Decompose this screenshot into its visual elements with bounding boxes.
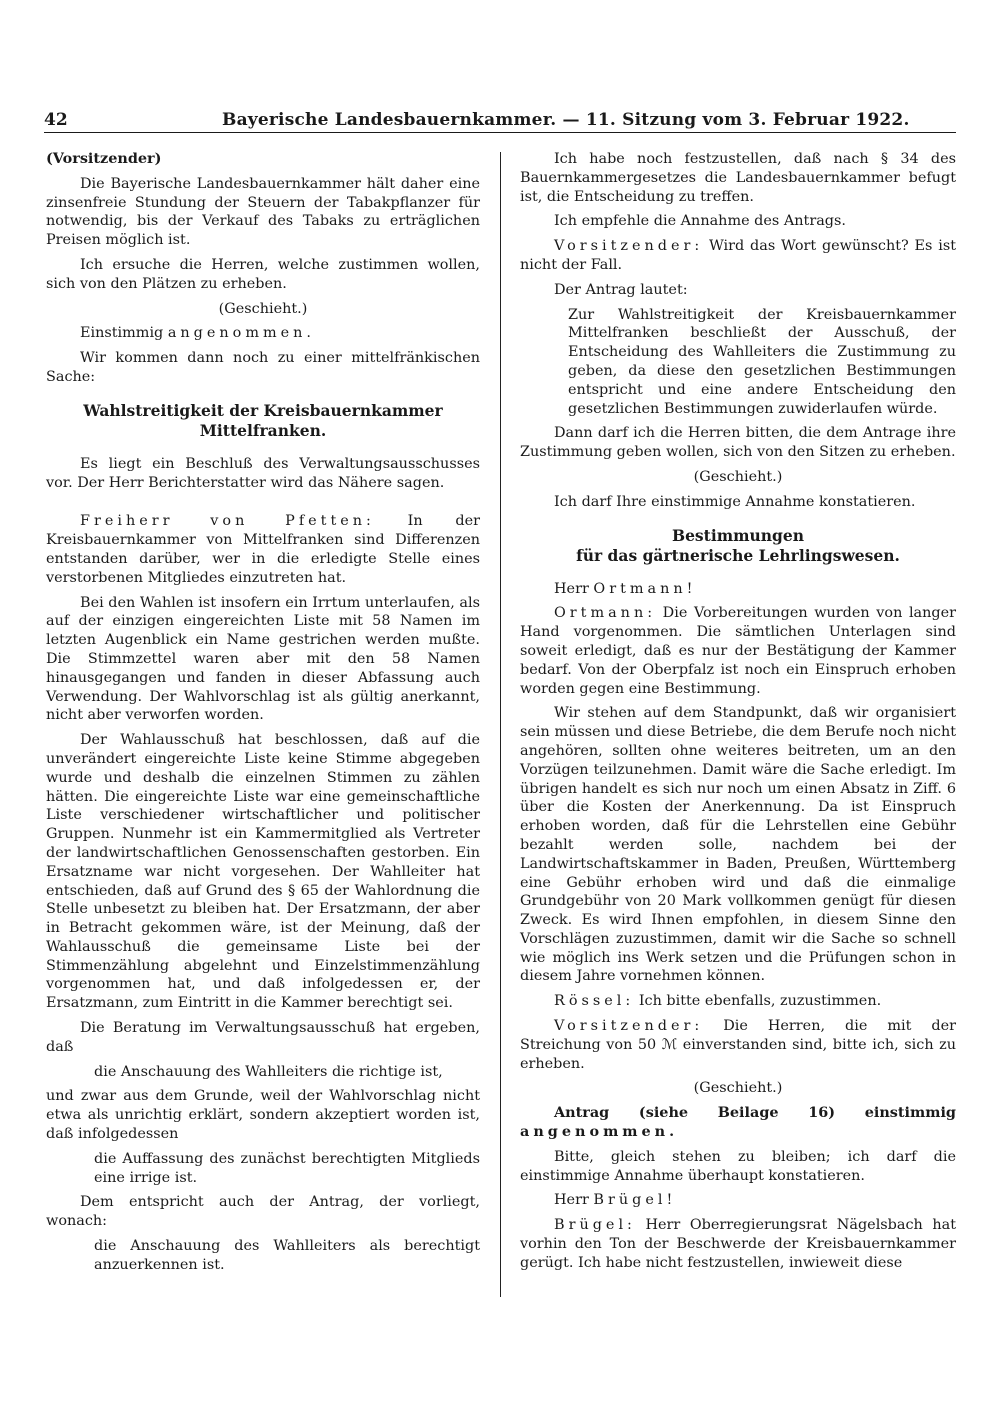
paragraph: Ich habe noch festzustellen, daß nach § 34 des Bauernkammergesetzes die Landesbauernkammer befugt ist, die Entscheidung zu treffen. [520,151,956,205]
quote: Zur Wahlstreitigkeit der Kreisbauernkammer Mittelfranken beschließt der Ausschuß, der Entscheidung des Wahlleiters die Zustimmung zu geben, da diese den gesetzlichen Bestimmungen entspricht und eine andere Entscheidung den gesetzlichen Bestimmungen zuwiderlaufen würde. [568,306,956,417]
paragraph: Wir kommen dann noch zu einer mittelfränkischen Sache: [46,350,480,385]
paragraph: Dann darf ich die Herren bitten, die dem Antrage ihre Zustimmung geben wollen, sich von den Sitzen zu erheben. [520,425,956,461]
paragraph: Bitte, gleich stehen zu bleiben; ich darf die einstimmige Annahme überhaupt konstatieren. [520,1148,956,1184]
stage-direction: (Geschieht.) [218,300,308,317]
spacer [46,498,480,512]
vote-result-spaced: angenommen. [520,1123,679,1141]
paragraph: Es liegt ein Beschluß des Verwaltungsausschusses vor. Der Herr Berichterstatter wird das Nähere sagen. [46,455,480,491]
vote-result-text: Einstimmig [80,325,168,342]
paragraph: Dem entspricht auch der Antrag, der vorliegt, wonach: [46,1194,480,1230]
speech [520,604,956,698]
speaker-name: Ortmann: [554,605,657,622]
speaker-name: Brügel: [554,1217,636,1234]
running-title: Bayerische Landesbauernkammer. — 11. Sitzung vom 3. Februar 1922. [222,110,910,130]
speech-text: In der Kreisbauernkammer von Mittelfranken sind Differenzen entstanden darüber, wer in die erledigte Stelle eines verstorbenen Mitgliedes einzutreten hat. [46,513,480,586]
speech-text: Wird das Wort gewünscht? Es ist nicht der Fall. [520,238,956,273]
quote: die Anschauung des Wahlleiters die richtige ist, [94,1063,443,1080]
speaker-name: Rössel: [554,993,635,1010]
paragraph: Die Beratung im Verwaltungsausschuß hat ergeben, daß [46,1020,480,1055]
speaker-label: (Vorsitzender) [46,150,162,167]
speech [520,1017,956,1073]
page-header [44,106,956,133]
vote-result-spaced: angenommen. [167,325,315,342]
speaker-name: Vorsitzender: [554,238,704,255]
speaker-name: Freiherr von Pfetten: [80,513,375,530]
stage-direction: (Geschieht.) [693,1080,783,1097]
speech-text: Herr Oberregierungsrat Nägelsbach hat vorhin den Ton der Beschwerde der Kreisbauernkammer gerügt. Ich habe nicht festzustellen, inwieweit diese [520,1217,956,1271]
paragraph: Der Antrag lautet: [554,281,688,298]
call-speaker [520,1191,956,1210]
vote-result [46,324,480,343]
call-speaker [520,580,956,599]
paragraph: Ich empfehle die Annahme des Antrags. [554,213,846,230]
section-heading [520,526,956,566]
quote: die Auffassung des zunächst berechtigten Mitglieds eine irrige ist. [94,1150,480,1186]
section-heading: Wahlstreitigkeit der Kreisbauernkammer Mittelfranken. [83,400,443,440]
paragraph: und zwar aus dem Grunde, weil der Wahlvorschlag nicht etwa als unrichtig erklärt, sondern akzeptiert worden ist, daß infolgedessen [46,1088,480,1143]
speech [46,512,480,587]
section-heading-line1: Bestimmungen [671,525,805,545]
call-speaker-prefix: Herr [554,1192,594,1209]
paragraph: Bei den Wahlen ist insofern ein Irrtum unterlaufen, als auf der einzigen eingereichten Liste mit 58 Namen im letzten Augenblick ein Name gestrichen werden mußte. Die Stimmzettel waren aber mit den 58 Namen hinausgegangen und fanden in dieser Abfassung auch Verwendung. Der Wahlvorschlag ist als gültig anerkannt, nicht aber verworfen worden. [46,594,480,724]
column-divider [500,152,501,1297]
paragraph: Wir stehen auf dem Standpunkt, daß wir organisiert sein müssen und diese Betriebe, die dem Berufe noch nicht angehören, sollten ohne weiteres beitreten, um an den Vorzügen teilzunehmen. Damit wäre die Sache erledigt. Im übrigen handelt es sich nur noch um einen Absatz in Ziff. 6 über die Kosten der Anerkennung. Da ist Einspruch erhoben worden, daß für die Lehrstellen eine Gebühr bezahlt werden solle, nachdem bei der Landwirtschaftskammer in Baden, Preußen, Württemberg eine Gebühr erhoben wird und daß die einmalige Grundgebühr von 20 Mark vollkommen genügt für diesen Zweck. Es wird Ihnen empfohlen, in diesem Sinne den Vorschlägen zuzustimmen, damit wir die Sache so schnell wie möglich ins Werk setzen und die Prüfungen schon in diesem Jahre vornehmen können. [520,705,956,985]
right-column [520,150,956,1279]
call-speaker-name: Brügel! [593,1192,677,1209]
section-heading-line2: für das gärtnerische Lehrlingswesen. [576,545,900,565]
speech-text: Die Herren, die mit der Streichung von 50 ℳ einverstanden sind, bitte ich, sich zu erheben. [520,1018,956,1072]
paragraph: Ich darf Ihre einstimmige Annahme konstatieren. [554,493,916,510]
page-number: 42 [44,110,68,130]
call-speaker-prefix: Herr [554,580,594,597]
left-column [46,150,480,1281]
speaker-name: Vorsitzender: [554,1018,704,1035]
vote-result-text: Antrag (siehe Beilage 16) einstimmig [554,1104,956,1122]
vote-result [520,1104,956,1142]
call-speaker-name: Ortmann! [593,580,697,597]
speech [520,992,956,1011]
quote: die Anschauung des Wahlleiters als berechtigt anzuerkennen ist. [94,1238,480,1273]
speech-text: Die Vorbereitungen wurden von langer Hand vorgenommen. Die sämtlichen Unterlagen sind soweit erledigt, daß es nur der Bestätigung der Kammer bedarf. Von der Oberpfalz ist noch ein Einspruch erhoben worden gegen eine Bestimmung. [520,605,956,697]
speech-text: Ich bitte ebenfalls, zuzustimmen. [634,993,882,1010]
speech [520,1216,956,1272]
paragraph: Der Wahlausschuß hat beschlossen, daß auf die unverändert eingereichte Liste keine Stimme abgegeben wurde und deshalb die einzelnen Stimmen zu zählen hätten. Die eingereichte Liste war eine gemeinschaftliche Liste verschiedener wirtschaftlicher und politischer Gruppen. Nunmehr ist ein Kammermitglied als Vertreter der landwirtschaftlichen Genossenschaften gestorben. Ein Ersatzname war nicht vorgesehen. Der Wahlleiter hat entschieden, daß auf Grund des § 65 der Wahlordnung die Stelle unbesetzt zu bleiben hat. Der Ersatzmann, der aber in Betracht gekommen wäre, ist der Meinung, daß der Wahlausschuß die gemeinsame Liste bei der Stimmenzählung abgelehnt und Einzelstimmenzählung vorgenommen hat, und daß infolgedessen er, der Ersatzmann, zum Eintritt in die Kammer berechtigt sei. [46,732,480,1012]
paragraph: Die Bayerische Landesbauernkammer hält daher eine zinsenfreie Stundung der Steuern der Tabakpflanzer für notwendig, bis der Verkauf des Tabaks zu erträglichen Preisen möglich ist. [46,175,480,249]
speech [520,237,956,275]
paragraph: Ich ersuche die Herren, welche zustimmen wollen, sich von den Plätzen zu erheben. [46,256,480,292]
stage-direction: (Geschieht.) [693,468,783,485]
